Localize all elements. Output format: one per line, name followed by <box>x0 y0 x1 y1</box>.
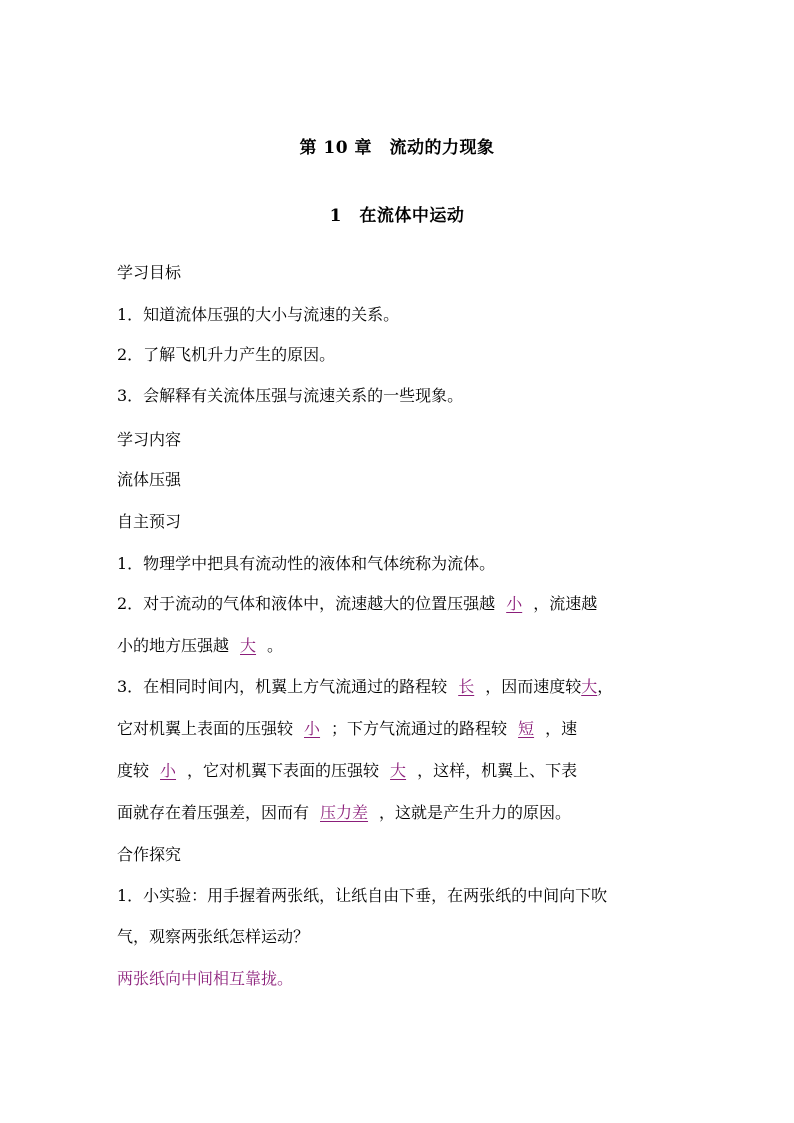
goal-item: 2．了解飞机升力产生的原因。 <box>117 345 336 364</box>
answer-blank: 大 <box>581 677 598 696</box>
chapter-title: 第 10 章 流动的力现象 <box>299 138 495 158</box>
topic-heading: 流体压强 <box>117 470 182 489</box>
preview-question-1: 1．物理学中把具有流动性的液体和气体统称为流体。 <box>117 554 496 573</box>
preview-question-3-cont: 它对机翼上表面的压强较 小 ；下方气流通过的路程较 短 ，速 <box>117 719 578 738</box>
answer-blank: 小 <box>304 719 321 738</box>
preview-question-3-cont: 面就存在着压强差，因而有 压力差 ，这就是产生升力的原因。 <box>117 803 572 822</box>
answer-blank: 压力差 <box>320 803 369 822</box>
preview-question-3-cont: 度较 小 ，它对机翼下表面的压强较 大 ，这样，机翼上、下表 <box>117 761 578 780</box>
goal-item: 1．知道流体压强的大小与流速的关系。 <box>117 305 400 324</box>
coop-question-1: 1．小实验：用手握着两张纸，让纸自由下垂，在两张纸的中间向下吹 <box>117 886 608 905</box>
preview-question-2: 2．对于流动的气体和液体中，流速越大的位置压强越 小 ，流速越 <box>117 594 598 613</box>
section-title: 1 在流体中运动 <box>329 206 465 226</box>
answer-blank: 短 <box>518 719 535 738</box>
goal-item: 3．会解释有关流体压强与流速关系的一些现象。 <box>117 386 464 405</box>
coop-answer-1: 两张纸向中间相互靠拢。 <box>117 969 294 988</box>
preview-question-3: 3．在相同时间内，机翼上方气流通过的路程较 长 ，因而速度较大， <box>117 677 614 696</box>
answer-blank: 小 <box>160 761 177 780</box>
answer-blank: 大 <box>240 636 257 655</box>
goals-heading: 学习目标 <box>117 263 182 282</box>
content-heading: 学习内容 <box>117 430 182 449</box>
preview-question-2-cont: 小的地方压强越 大 。 <box>117 636 284 655</box>
coop-question-1-cont: 气，观察两张纸怎样运动？ <box>117 927 310 946</box>
preview-heading: 自主预习 <box>117 512 182 531</box>
answer-blank: 长 <box>458 677 475 696</box>
answer-blank: 大 <box>390 761 407 780</box>
answer-blank: 小 <box>506 594 523 613</box>
coop-heading: 合作探究 <box>117 845 182 864</box>
